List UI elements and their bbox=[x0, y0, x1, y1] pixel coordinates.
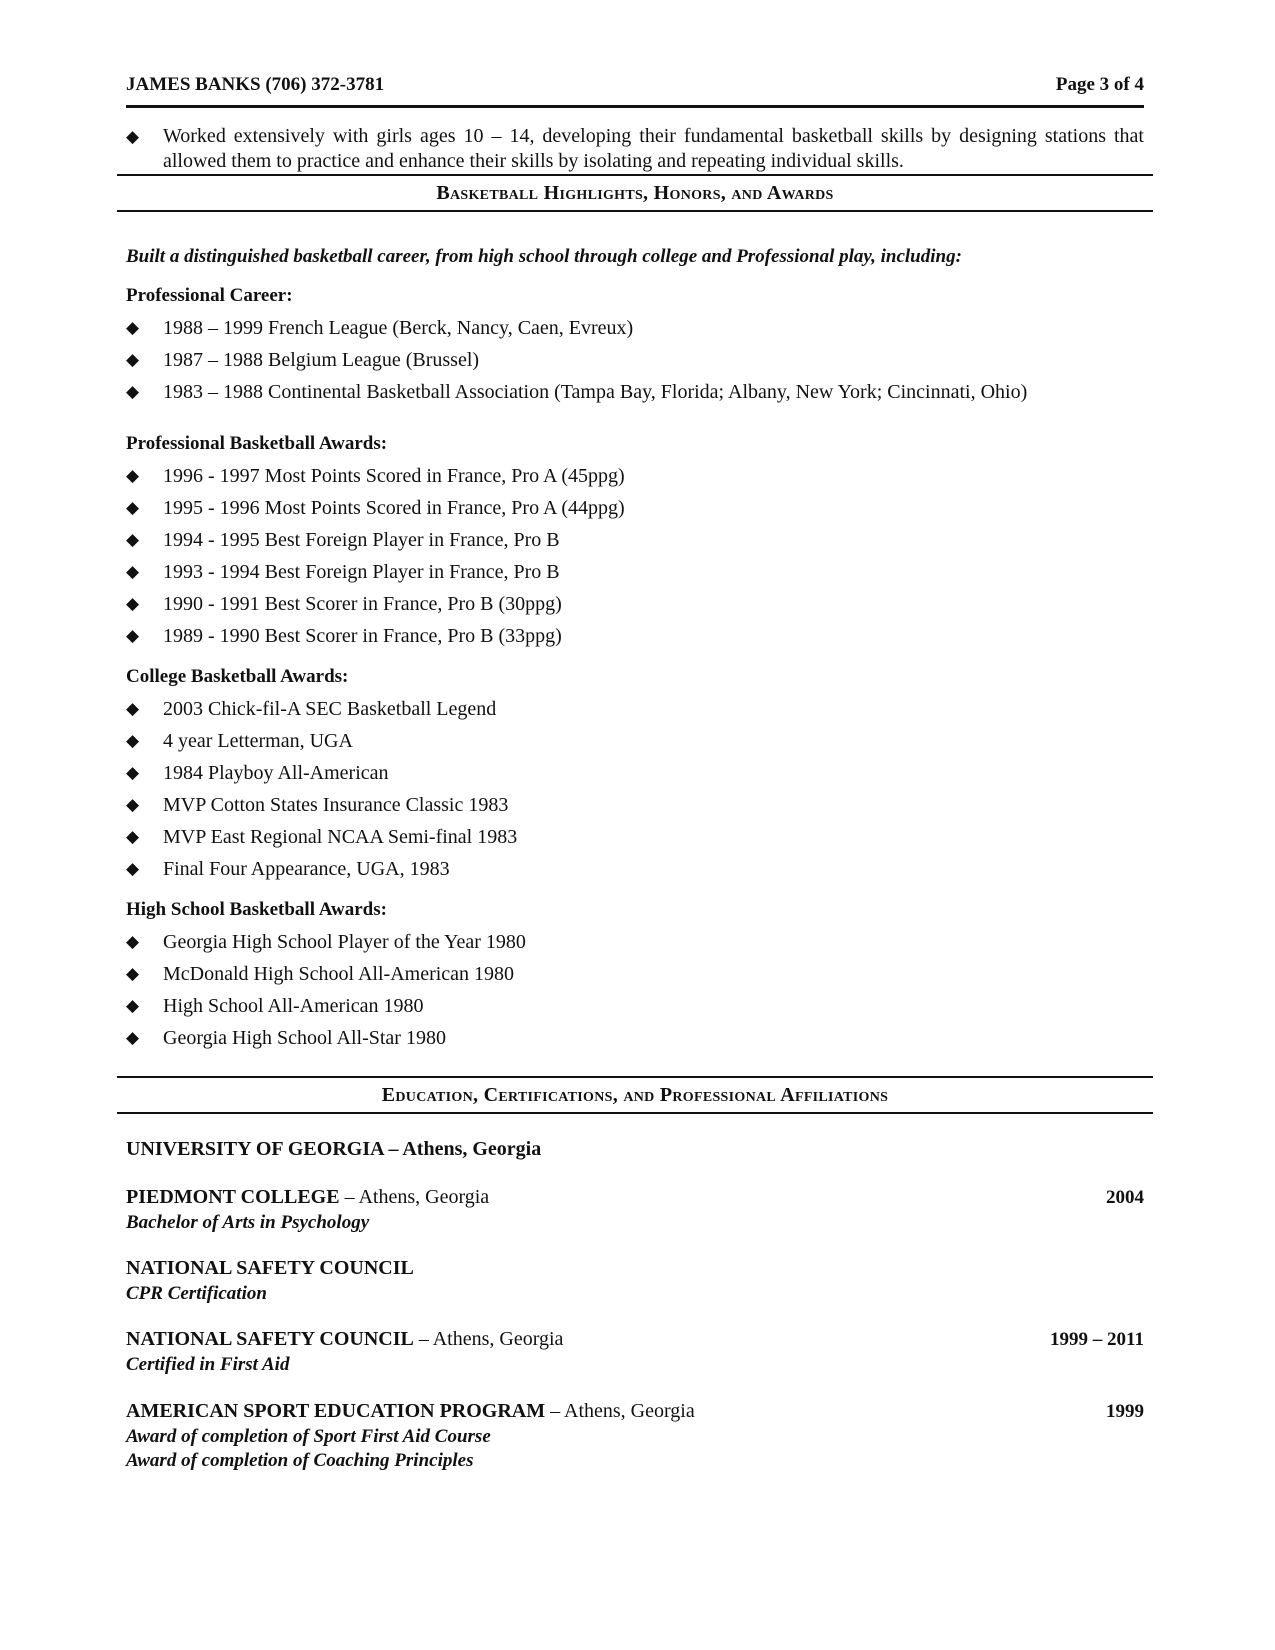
institution-location: – Athens, Georgia bbox=[339, 1186, 490, 1208]
bullet-text: 1993 - 1994 Best Foreign Player in France, Pro B bbox=[163, 561, 560, 583]
diamond-bullet-icon: ◆ bbox=[126, 699, 140, 718]
institution-name: NATIONAL SAFETY COUNCIL bbox=[126, 1257, 414, 1279]
institution-name: AMERICAN SPORT EDUCATION PROGRAM bbox=[126, 1400, 546, 1422]
diamond-bullet-icon: ◆ bbox=[126, 498, 140, 517]
institution-name: PIEDMONT COLLEGE bbox=[126, 1186, 340, 1208]
list-item bbox=[126, 760, 1144, 792]
diamond-bullet-icon: ◆ bbox=[126, 382, 140, 401]
list-item bbox=[126, 824, 1144, 856]
bullet-text: Georgia High School All-Star 1980 bbox=[163, 1027, 446, 1049]
education-entry bbox=[126, 1257, 1144, 1306]
education-entry bbox=[126, 1186, 1144, 1235]
bullet-text: High School All-American 1980 bbox=[163, 995, 424, 1017]
diamond-bullet-icon: ◆ bbox=[126, 731, 140, 750]
section-title-education: Education, Certifications, and Professional Affiliations bbox=[381, 1084, 889, 1106]
bullet-text: 1995 - 1996 Most Points Scored in France, Pro A (44ppg) bbox=[163, 497, 625, 519]
section-rule-top bbox=[117, 174, 1153, 176]
list-item bbox=[126, 347, 1144, 379]
entry-year: 1999 bbox=[1106, 1401, 1144, 1422]
entry-detail: Certified in First Aid bbox=[126, 1354, 290, 1375]
diamond-bullet-icon: ◆ bbox=[126, 1028, 140, 1047]
subheading-pro-awards: Professional Basketball Awards: bbox=[126, 433, 388, 454]
bullet-text: McDonald High School All-American 1980 bbox=[163, 963, 515, 985]
header-name-phone: JAMES BANKS (706) 372-3781 bbox=[126, 74, 385, 95]
carryover-list bbox=[126, 124, 1144, 174]
list-item bbox=[126, 124, 1144, 174]
bullet-text: 1987 – 1988 Belgium League (Brussel) bbox=[163, 349, 480, 371]
list-item bbox=[126, 379, 1144, 411]
diamond-bullet-icon: ◆ bbox=[126, 350, 140, 369]
list-item bbox=[126, 961, 1144, 993]
list-item bbox=[126, 929, 1144, 961]
section-rule-top bbox=[117, 1076, 1153, 1078]
bullet-text: MVP Cotton States Insurance Classic 1983 bbox=[163, 794, 509, 816]
bullet-text: 1994 - 1995 Best Foreign Player in France, Pro B bbox=[163, 529, 560, 551]
diamond-bullet-icon: ◆ bbox=[126, 127, 140, 146]
bullet-text: MVP East Regional NCAA Semi-final 1983 bbox=[163, 826, 518, 848]
institution-name: NATIONAL SAFETY COUNCIL bbox=[126, 1328, 414, 1350]
list-item bbox=[126, 856, 1144, 888]
diamond-bullet-icon: ◆ bbox=[126, 594, 140, 613]
diamond-bullet-icon: ◆ bbox=[126, 626, 140, 645]
list-item bbox=[126, 1025, 1144, 1057]
entry-year: 1999 – 2011 bbox=[1050, 1329, 1144, 1350]
professional-career-list bbox=[126, 315, 1144, 411]
entry-detail: Bachelor of Arts in Psychology bbox=[126, 1212, 370, 1233]
subheading-college-awards: College Basketball Awards: bbox=[126, 666, 349, 687]
subheading-professional-career: Professional Career: bbox=[126, 285, 293, 306]
list-item bbox=[126, 315, 1144, 347]
diamond-bullet-icon: ◆ bbox=[126, 932, 140, 951]
bullet-text: 1984 Playboy All-American bbox=[163, 762, 389, 784]
diamond-bullet-icon: ◆ bbox=[126, 827, 140, 846]
list-item bbox=[126, 463, 1144, 495]
bullet-text: 2003 Chick-fil-A SEC Basketball Legend bbox=[163, 698, 497, 720]
section-rule-bottom bbox=[117, 1112, 1153, 1114]
section-title-basketball: Basketball Highlights, Honors, and Awards bbox=[436, 182, 834, 204]
entry-year: 2004 bbox=[1106, 1187, 1144, 1208]
bullet-text: 1983 – 1988 Continental Basketball Association (Tampa Bay, Florida; Albany, New York; Cincinnati, Ohio) bbox=[163, 381, 1028, 403]
diamond-bullet-icon: ◆ bbox=[126, 795, 140, 814]
entry-detail: Award of completion of Sport First Aid Course bbox=[126, 1426, 491, 1447]
list-item bbox=[126, 527, 1144, 559]
list-item bbox=[126, 792, 1144, 824]
section-rule-bottom bbox=[117, 210, 1153, 212]
diamond-bullet-icon: ◆ bbox=[126, 964, 140, 983]
list-item bbox=[126, 495, 1144, 527]
diamond-bullet-icon: ◆ bbox=[126, 996, 140, 1015]
diamond-bullet-icon: ◆ bbox=[126, 318, 140, 337]
college-awards-list bbox=[126, 696, 1144, 888]
list-item bbox=[126, 559, 1144, 591]
institution-name: UNIVERSITY OF GEORGIA – Athens, Georgia bbox=[126, 1138, 542, 1160]
bullet-text: 4 year Letterman, UGA bbox=[163, 730, 353, 752]
institution-location: – Athens, Georgia bbox=[413, 1328, 564, 1350]
list-item bbox=[126, 623, 1144, 655]
diamond-bullet-icon: ◆ bbox=[126, 763, 140, 782]
list-item bbox=[126, 728, 1144, 760]
diamond-bullet-icon: ◆ bbox=[126, 562, 140, 581]
bullet-text: 1990 - 1991 Best Scorer in France, Pro B (30ppg) bbox=[163, 593, 562, 615]
subheading-hs-awards: High School Basketball Awards: bbox=[126, 899, 387, 920]
bullet-text: Worked extensively with girls ages 10 – 14, developing their fundamental basketball skills by designing stations that allowed them to practice and enhance their skills by isolating and repeating individual skills. bbox=[163, 125, 1144, 172]
pro-awards-list bbox=[126, 463, 1144, 655]
list-item bbox=[126, 591, 1144, 623]
education-entry bbox=[126, 1400, 1144, 1473]
education-entry bbox=[126, 1328, 1144, 1377]
basketball-intro: Built a distinguished basketball career, from high school through college and Professional play, including: bbox=[126, 246, 962, 267]
running-header bbox=[126, 74, 1144, 96]
bullet-text: Georgia High School Player of the Year 1980 bbox=[163, 931, 526, 953]
page-number: Page 3 of 4 bbox=[1055, 74, 1144, 95]
bullet-text: 1996 - 1997 Most Points Scored in France, Pro A (45ppg) bbox=[163, 465, 625, 487]
hs-awards-list bbox=[126, 929, 1144, 1057]
entry-detail: CPR Certification bbox=[126, 1283, 267, 1304]
bullet-text: 1989 - 1990 Best Scorer in France, Pro B (33ppg) bbox=[163, 625, 562, 647]
diamond-bullet-icon: ◆ bbox=[126, 466, 140, 485]
diamond-bullet-icon: ◆ bbox=[126, 859, 140, 878]
list-item bbox=[126, 993, 1144, 1025]
bullet-text: Final Four Appearance, UGA, 1983 bbox=[163, 858, 450, 880]
bullet-text: 1988 – 1999 French League (Berck, Nancy, Caen, Evreux) bbox=[163, 317, 634, 339]
list-item bbox=[126, 696, 1144, 728]
institution-location: – Athens, Georgia bbox=[545, 1400, 695, 1422]
entry-detail: Award of completion of Coaching Principles bbox=[126, 1450, 474, 1471]
education-entry bbox=[126, 1138, 1144, 1163]
header-rule bbox=[126, 105, 1144, 108]
diamond-bullet-icon: ◆ bbox=[126, 530, 140, 549]
